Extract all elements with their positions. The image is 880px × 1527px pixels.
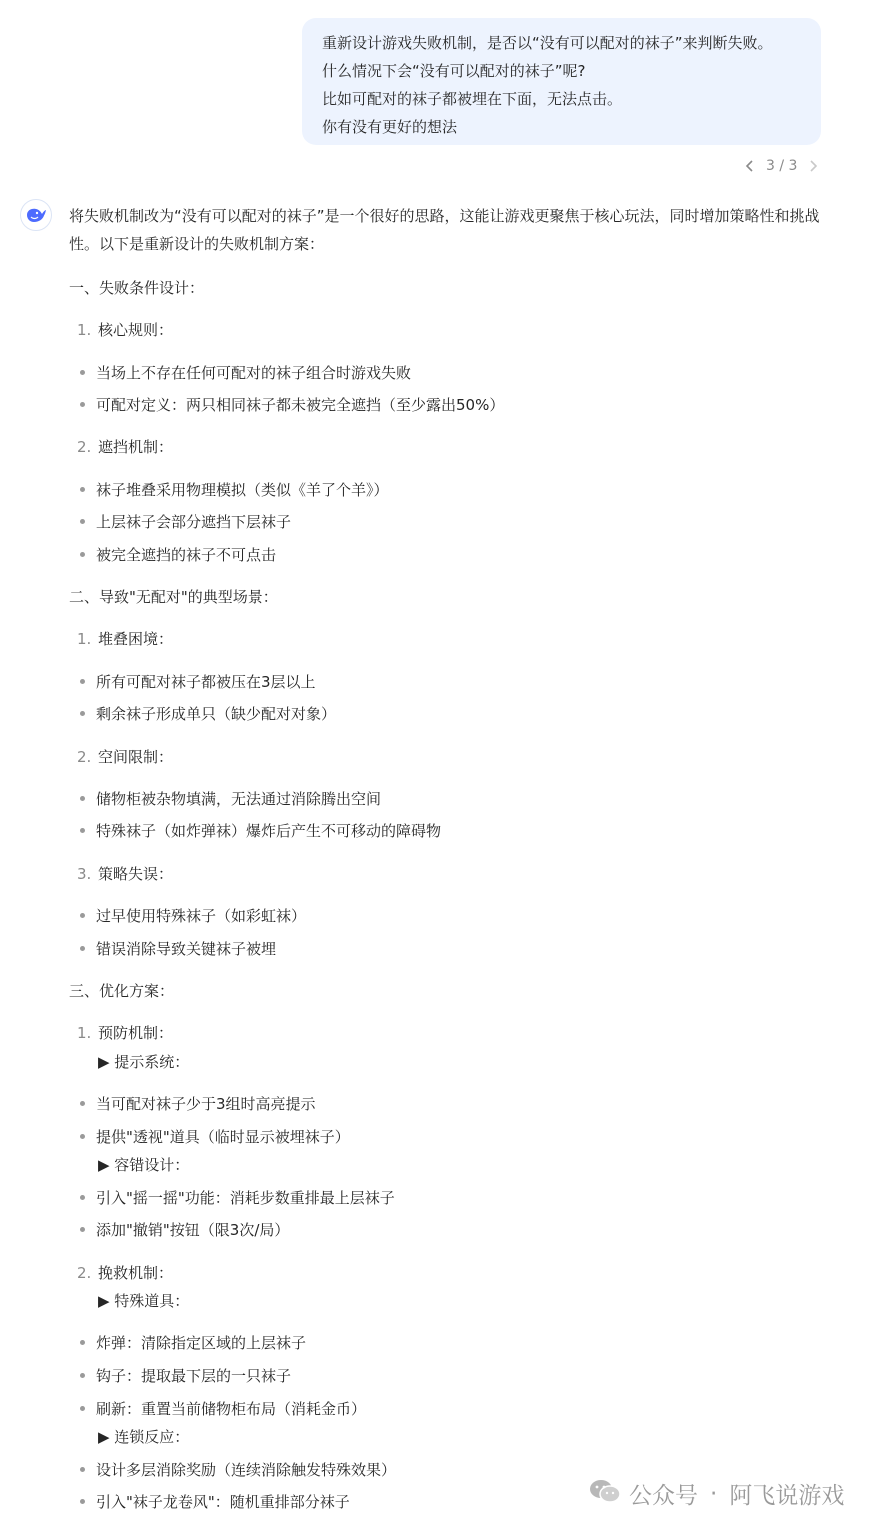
bullet-item: 特殊袜子（如炸弹袜）爆炸后产生不可移动的障碍物 (96, 822, 442, 840)
sub-heading: ▶ 提示系统： (98, 1053, 190, 1071)
sub-heading: ▶ 特殊道具： (98, 1292, 190, 1310)
numbered-item (69, 1022, 173, 1043)
chevron-left-icon[interactable] (743, 159, 757, 173)
bullet-item: 引入"摇一摇"功能：消耗步数重排最上层袜子 (96, 1189, 395, 1207)
user-message-bubble (302, 18, 821, 145)
section-heading: 一、失败条件设计： (69, 279, 205, 297)
bullet-dot (80, 370, 85, 375)
item-number: 3. (77, 865, 92, 883)
bullet-dot (80, 402, 85, 407)
numbered-item (69, 319, 173, 340)
item-number: 1. (77, 321, 92, 339)
item-title: 挽救机制： (98, 1264, 174, 1282)
item-number: 2. (77, 1264, 92, 1282)
watermark-separator: · (710, 1480, 718, 1507)
bullet-dot (80, 487, 85, 492)
watermark (589, 1477, 844, 1510)
bullet-item: 设计多层消除奖励（连续消除触发特殊效果） (96, 1461, 397, 1479)
user-message-line: 什么情况下会“没有可以配对的袜子”呢? (322, 62, 586, 80)
wechat-icon (589, 1478, 621, 1510)
numbered-item (69, 1262, 173, 1283)
bullet-item: 炸弹：清除指定区域的上层袜子 (96, 1334, 307, 1352)
item-title: 遮挡机制： (98, 438, 174, 456)
item-title: 核心规则： (98, 321, 174, 339)
numbered-item (69, 436, 173, 457)
bullet-dot (80, 1406, 85, 1411)
bullet-item: 剩余袜子形成单只（缺少配对对象） (96, 705, 337, 723)
watermark-label: 公众号 (629, 1483, 698, 1509)
item-title: 堆叠困境： (98, 630, 174, 648)
whale-logo-icon (20, 199, 52, 231)
bullet-item: 刷新：重置当前储物柜布局（消耗金币） (96, 1400, 367, 1418)
bullet-dot (80, 679, 85, 684)
bullet-dot (80, 1373, 85, 1378)
bullet-item: 当场上不存在任何可配对的袜子组合时游戏失败 (96, 364, 412, 382)
numbered-item (69, 628, 173, 649)
numbered-item (69, 863, 173, 884)
bullet-dot (80, 552, 85, 557)
bullet-item: 错误消除导致关键袜子被埋 (96, 940, 277, 958)
bullet-item: 被完全遮挡的袜子不可点击 (96, 546, 277, 564)
bullet-dot (80, 1467, 85, 1472)
item-title: 空间限制： (98, 748, 174, 766)
bullet-item: 过早使用特殊袜子（如彩虹袜） (96, 907, 307, 925)
bullet-item: 袜子堆叠采用物理模拟（类似《羊了个羊》） (96, 481, 389, 499)
bullet-item: 上层袜子会部分遮挡下层袜子 (96, 513, 292, 531)
bullet-item: 储物柜被杂物填满，无法通过消除腾出空间 (96, 790, 382, 808)
item-title: 预防机制： (98, 1024, 174, 1042)
bullet-dot (80, 828, 85, 833)
reply-intro: 将失败机制改为“没有可以配对的袜子”是一个很好的思路，这能让游戏更聚焦于核心玩法，同时增加策略性和挑战性。以下是重新设计的失败机制方案： (69, 207, 820, 253)
section-heading: 二、导致"无配对"的典型场景： (69, 588, 278, 606)
bullet-dot (80, 1227, 85, 1232)
bullet-dot (80, 519, 85, 524)
bullet-item: 所有可配对袜子都被压在3层以上 (96, 673, 316, 691)
user-message-line: 比如可配对的袜子都被埋在下面，无法点击。 (322, 90, 623, 108)
pager-count: 3 / 3 (766, 158, 798, 174)
bullet-item: 可配对定义：两只相同袜子都未被完全遮挡（至少露出50%） (96, 396, 505, 414)
item-number: 2. (77, 748, 92, 766)
bullet-dot (80, 1195, 85, 1200)
bullet-item: 引入"袜子龙卷风"：随机重排部分袜子 (96, 1493, 350, 1511)
watermark-account-name: 阿飞说游戏 (729, 1483, 845, 1509)
item-number: 1. (77, 1024, 92, 1042)
bullet-dot (80, 1101, 85, 1106)
section-heading: 三、优化方案： (69, 982, 175, 1000)
bullet-dot (80, 796, 85, 801)
user-message-line: 重新设计游戏失败机制，是否以“没有可以配对的袜子”来判断失败。 (322, 34, 773, 52)
bullet-dot (80, 1134, 85, 1139)
sub-heading: ▶ 连锁反应： (98, 1428, 190, 1446)
chevron-right-icon[interactable] (806, 159, 820, 173)
item-title: 策略失误： (98, 865, 174, 883)
bullet-item: 当可配对袜子少于3组时高亮提示 (96, 1095, 316, 1113)
bullet-dot (80, 946, 85, 951)
bullet-dot (80, 913, 85, 918)
user-message-line: 你有没有更好的想法 (322, 118, 458, 136)
bullet-item: 钩子：提取最下层的一只袜子 (96, 1367, 292, 1385)
bullet-dot (80, 1499, 85, 1504)
response-pager (743, 155, 820, 177)
sub-heading: ▶ 容错设计： (98, 1156, 190, 1174)
item-number: 1. (77, 630, 92, 648)
bullet-item: 添加"撤销"按钮（限3次/局） (96, 1221, 290, 1239)
bullet-dot (80, 711, 85, 716)
numbered-item (69, 746, 173, 767)
bullet-item: 提供"透视"道具（临时显示被埋袜子） (96, 1128, 350, 1146)
item-number: 2. (77, 438, 92, 456)
bullet-dot (80, 1340, 85, 1345)
